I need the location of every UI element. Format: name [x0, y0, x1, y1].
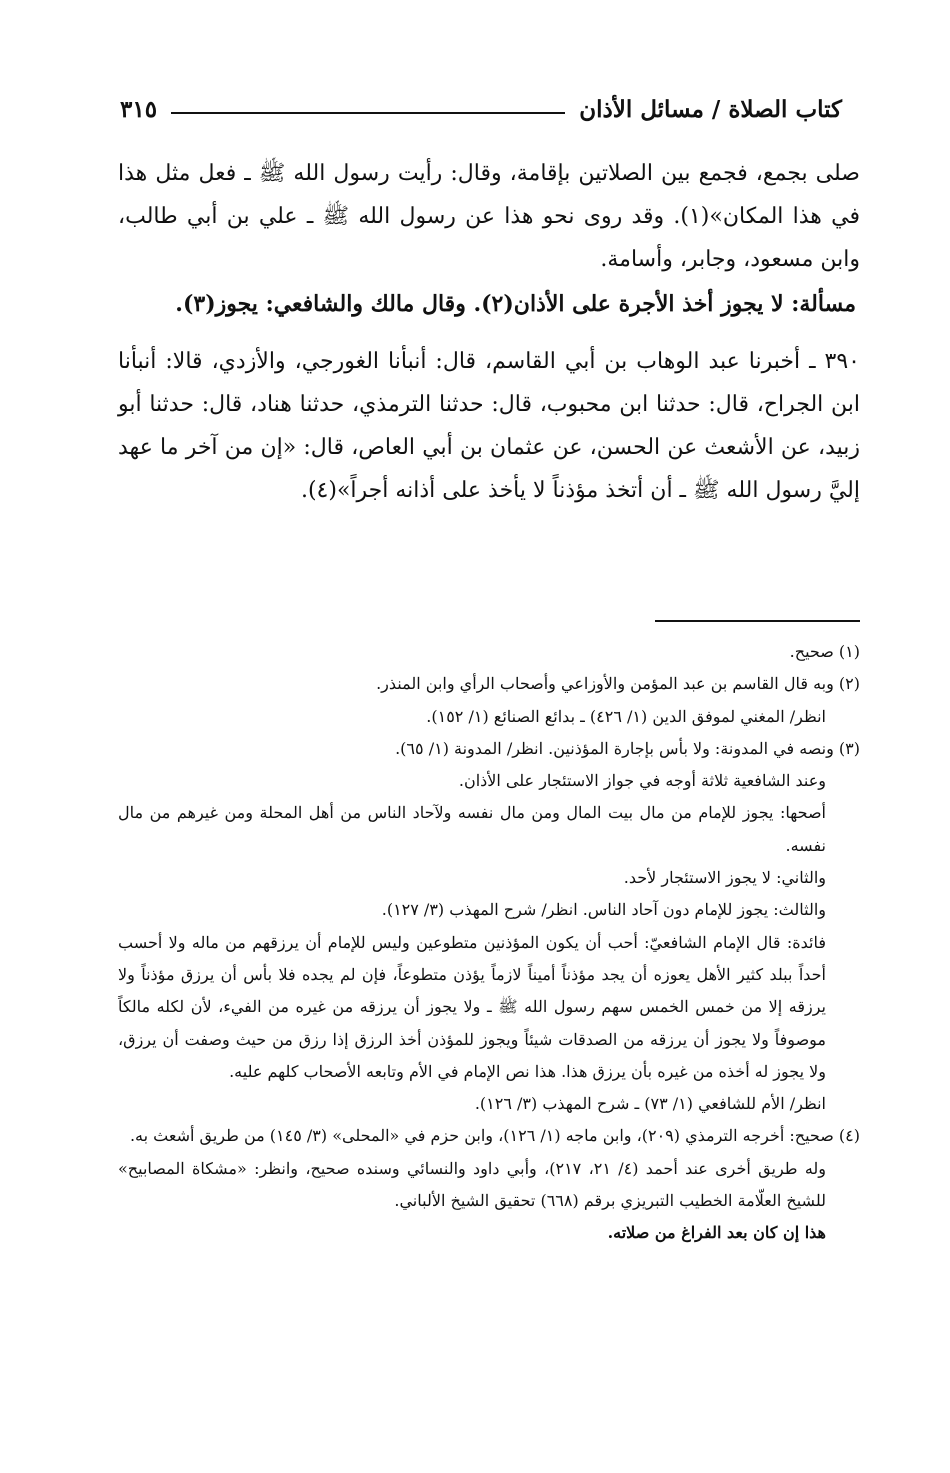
footnote-3-benefit: فائدة: قال الإمام الشافعيّ: أحب أن يكون المؤذنين متطوعين وليس للإمام أن يرزقهم من ماله ولا أحسب أحداً ببلد كثير الأهل يعوزه أن يجد مؤذناً أميناً لازماً يؤذن متطوعاً، فإن لم يجده فلا بأس أن يرزق مؤذناً ولا يرزقه إلا من خمس الخمس سهم رسول الله ﷺ ـ ولا يجوز أن يرزقه من غيره من الفيء، لأن لكله مالكاً موصوفاً ولا يجوز أن يرزقه من الصدقات شيئاً ويجوز للمؤذن أخذ الرزق إذا رزق من حيث وصفت أن يرزق، ولا يجوز له أخذه من غيره بأن يرزق هذا. هذا نص الإمام في الأم وتابعه الأصحاب كلهم عليه.: [118, 932, 826, 1081]
page-number: ٣١٥: [120, 96, 158, 123]
footnote-2: (٢) وبه قال القاسم بن عبد المؤمن والأوزاعي وأصحاب الرأي وابن المنذر.: [376, 674, 860, 694]
footnotes: [118, 636, 860, 1250]
footnote-2-reference: انظر/ المغني لموفق الدين (١/ ٤٢٦) ـ بدائع الصنائع (١/ ١٥٢).: [426, 706, 826, 726]
footnote-4-note: هذا إن كان بعد الفراغ من صلاته.: [607, 1223, 826, 1243]
footnote-3: (٣) ونصه في المدونة: ولا بأس بإجارة المؤذنين. انظر/ المدونة (١/ ٦٥).: [395, 738, 860, 758]
footnote-3-second-view: والثاني: لا يجوز الاستئجار لأحد.: [623, 868, 826, 888]
main-text: [118, 152, 860, 512]
footnote-separator: [655, 620, 860, 622]
footnote-4: (٤) صحيح: أخرجه الترمذي (٢٠٩)، وابن ماجه (١/ ١٢٦)، وابن حزم في «المحلى» (٣/ ١٤٥) من طريق أشعث به.: [129, 1126, 860, 1146]
footnote-3-first-view: أصحها: يجوز للإمام من مال بيت المال ومن مال نفسه ولآحاد الناس من أهل المحلة ومن غيرهم من مال نفسه.: [118, 803, 826, 855]
header-rule: [171, 112, 565, 114]
paragraph-continuation: صلى بجمع، فجمع بين الصلاتين بإقامة، وقال: رأيت رسول الله ﷺ ـ فعل مثل هذا في هذا المكان»(١). وقد روى نحو هذا عن رسول الله ﷺ ـ علي بن أبي طالب، وابن مسعود، وجابر، وأسامة.: [118, 161, 861, 272]
footnote-3-shafii: وعند الشافعية ثلاثة أوجه في جواز الاستئجار على الأذان.: [458, 771, 826, 791]
running-header: [120, 96, 842, 123]
footnote-3-reference: انظر/ الأم للشافعي (١/ ٧٣) ـ شرح المهذب (٣/ ١٢٦).: [474, 1094, 826, 1114]
footnote-3-third-view: والثالث: يجوز للإمام دون آحاد الناس. انظر/ شرح المهذب (٣/ ١٢٧).: [381, 900, 826, 920]
footnote-4-other-route: وله طريق أخرى عند أحمد (٤/ ٢١، ٢١٧)، وأبي داود والنسائي وسنده صحيح، وانظر: «مشكاة المصابيح» للشيخ العلّامة الخطيب التبريزي برقم (٦٦٨) تحقيق الشيخ الألباني.: [118, 1158, 827, 1211]
footnote-1: (١) صحيح.: [789, 642, 860, 661]
hadith-390: ٣٩٠ ـ أخبرنا عبد الوهاب بن أبي القاسم، قال: أنبأنا الغورجي، والأزدي، قالا: أنبأنا ابن الجراح، قال: حدثنا ابن محبوب، قال: حدثنا الترمذي، حدثنا هناد، قال: حدثنا أبو زبيد، عن الأشعث عن الحسن، عن عثمان بن أبي العاص، قال: «إن من آخر ما عهد إليَّ رسول الله ﷺ ـ أن أتخذ مؤذناً لا يأخذ على أذانه أجراً»(٤).: [118, 349, 860, 503]
issue-heading: مسألة: لا يجوز أخذ الأجرة على الأذان(٢). وقال مالك والشافعي: يجوز(٣).: [175, 291, 856, 317]
chapter-title: كتاب الصلاة / مسائل الأذان: [579, 96, 842, 123]
